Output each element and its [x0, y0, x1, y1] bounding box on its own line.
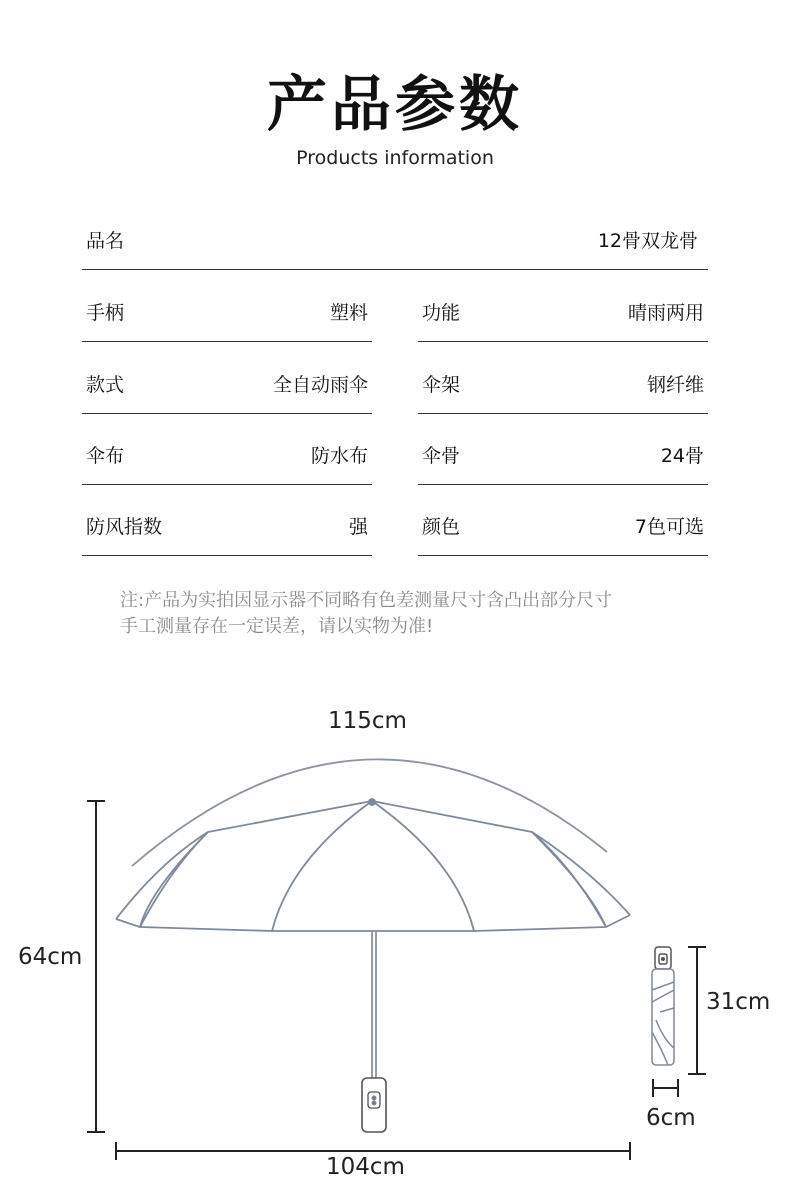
- spec-row-left: [82, 343, 372, 414]
- spec-value: 防水布: [310, 445, 368, 467]
- spec-value: 全自动雨伞: [272, 374, 368, 396]
- spec-value: 24骨: [660, 445, 704, 467]
- umbrella-open-icon: [116, 799, 630, 1132]
- folded-length-dimension-line: [688, 947, 706, 1074]
- spec-row-right: [418, 485, 708, 556]
- spec-label: 防风指数: [86, 516, 163, 538]
- spec-value: 钢纤维: [646, 374, 704, 396]
- spec-row-right: [418, 271, 708, 342]
- spec-label: 伞骨: [422, 445, 461, 467]
- arc-dimension-line: [132, 759, 607, 866]
- spec-row-left: [82, 271, 372, 342]
- width-label: 104cm: [326, 1154, 405, 1180]
- spec-value: 晴雨两用: [627, 302, 704, 324]
- spec-label: 款式: [86, 374, 125, 396]
- height-dimension-line: [87, 801, 105, 1132]
- folded-umbrella-icon: [652, 947, 674, 1065]
- folded-length-label: 31cm: [706, 989, 771, 1015]
- note-line-2: 手工测量存在一定误差，请以实物为准!: [120, 616, 434, 637]
- spec-row-name: [82, 199, 708, 270]
- spec-value-name: 12骨双龙骨: [597, 230, 698, 252]
- spec-row-right: [418, 343, 708, 414]
- height-label: 64cm: [18, 944, 83, 970]
- spec-label: 颜色: [422, 516, 461, 538]
- spec-label: 伞布: [86, 445, 125, 467]
- folded-width-dimension-line: [653, 1079, 678, 1097]
- disclaimer-note: [120, 588, 612, 640]
- page-subtitle: Products information: [296, 147, 494, 169]
- spec-value: 塑料: [329, 302, 368, 324]
- arc-length-label: 115cm: [328, 708, 407, 734]
- spec-row-right: [418, 414, 708, 485]
- page-title: 产品参数: [267, 70, 523, 140]
- spec-label: 手柄: [86, 302, 125, 324]
- folded-width-label: 6cm: [646, 1105, 696, 1131]
- spec-row-left: [82, 414, 372, 485]
- spec-label: 功能: [422, 302, 461, 324]
- spec-label-name: 品名: [86, 230, 125, 252]
- umbrella-diagram: [0, 690, 790, 1198]
- note-line-1: 注:产品为实拍因显示器不同略有色差测量尺寸含凸出部分尺寸: [120, 590, 613, 611]
- spec-value: 7色可选: [634, 516, 704, 538]
- spec-row-left: [82, 485, 372, 556]
- spec-value: 强: [348, 516, 368, 538]
- width-dimension-line: [116, 1142, 630, 1160]
- spec-label: 伞架: [422, 374, 461, 396]
